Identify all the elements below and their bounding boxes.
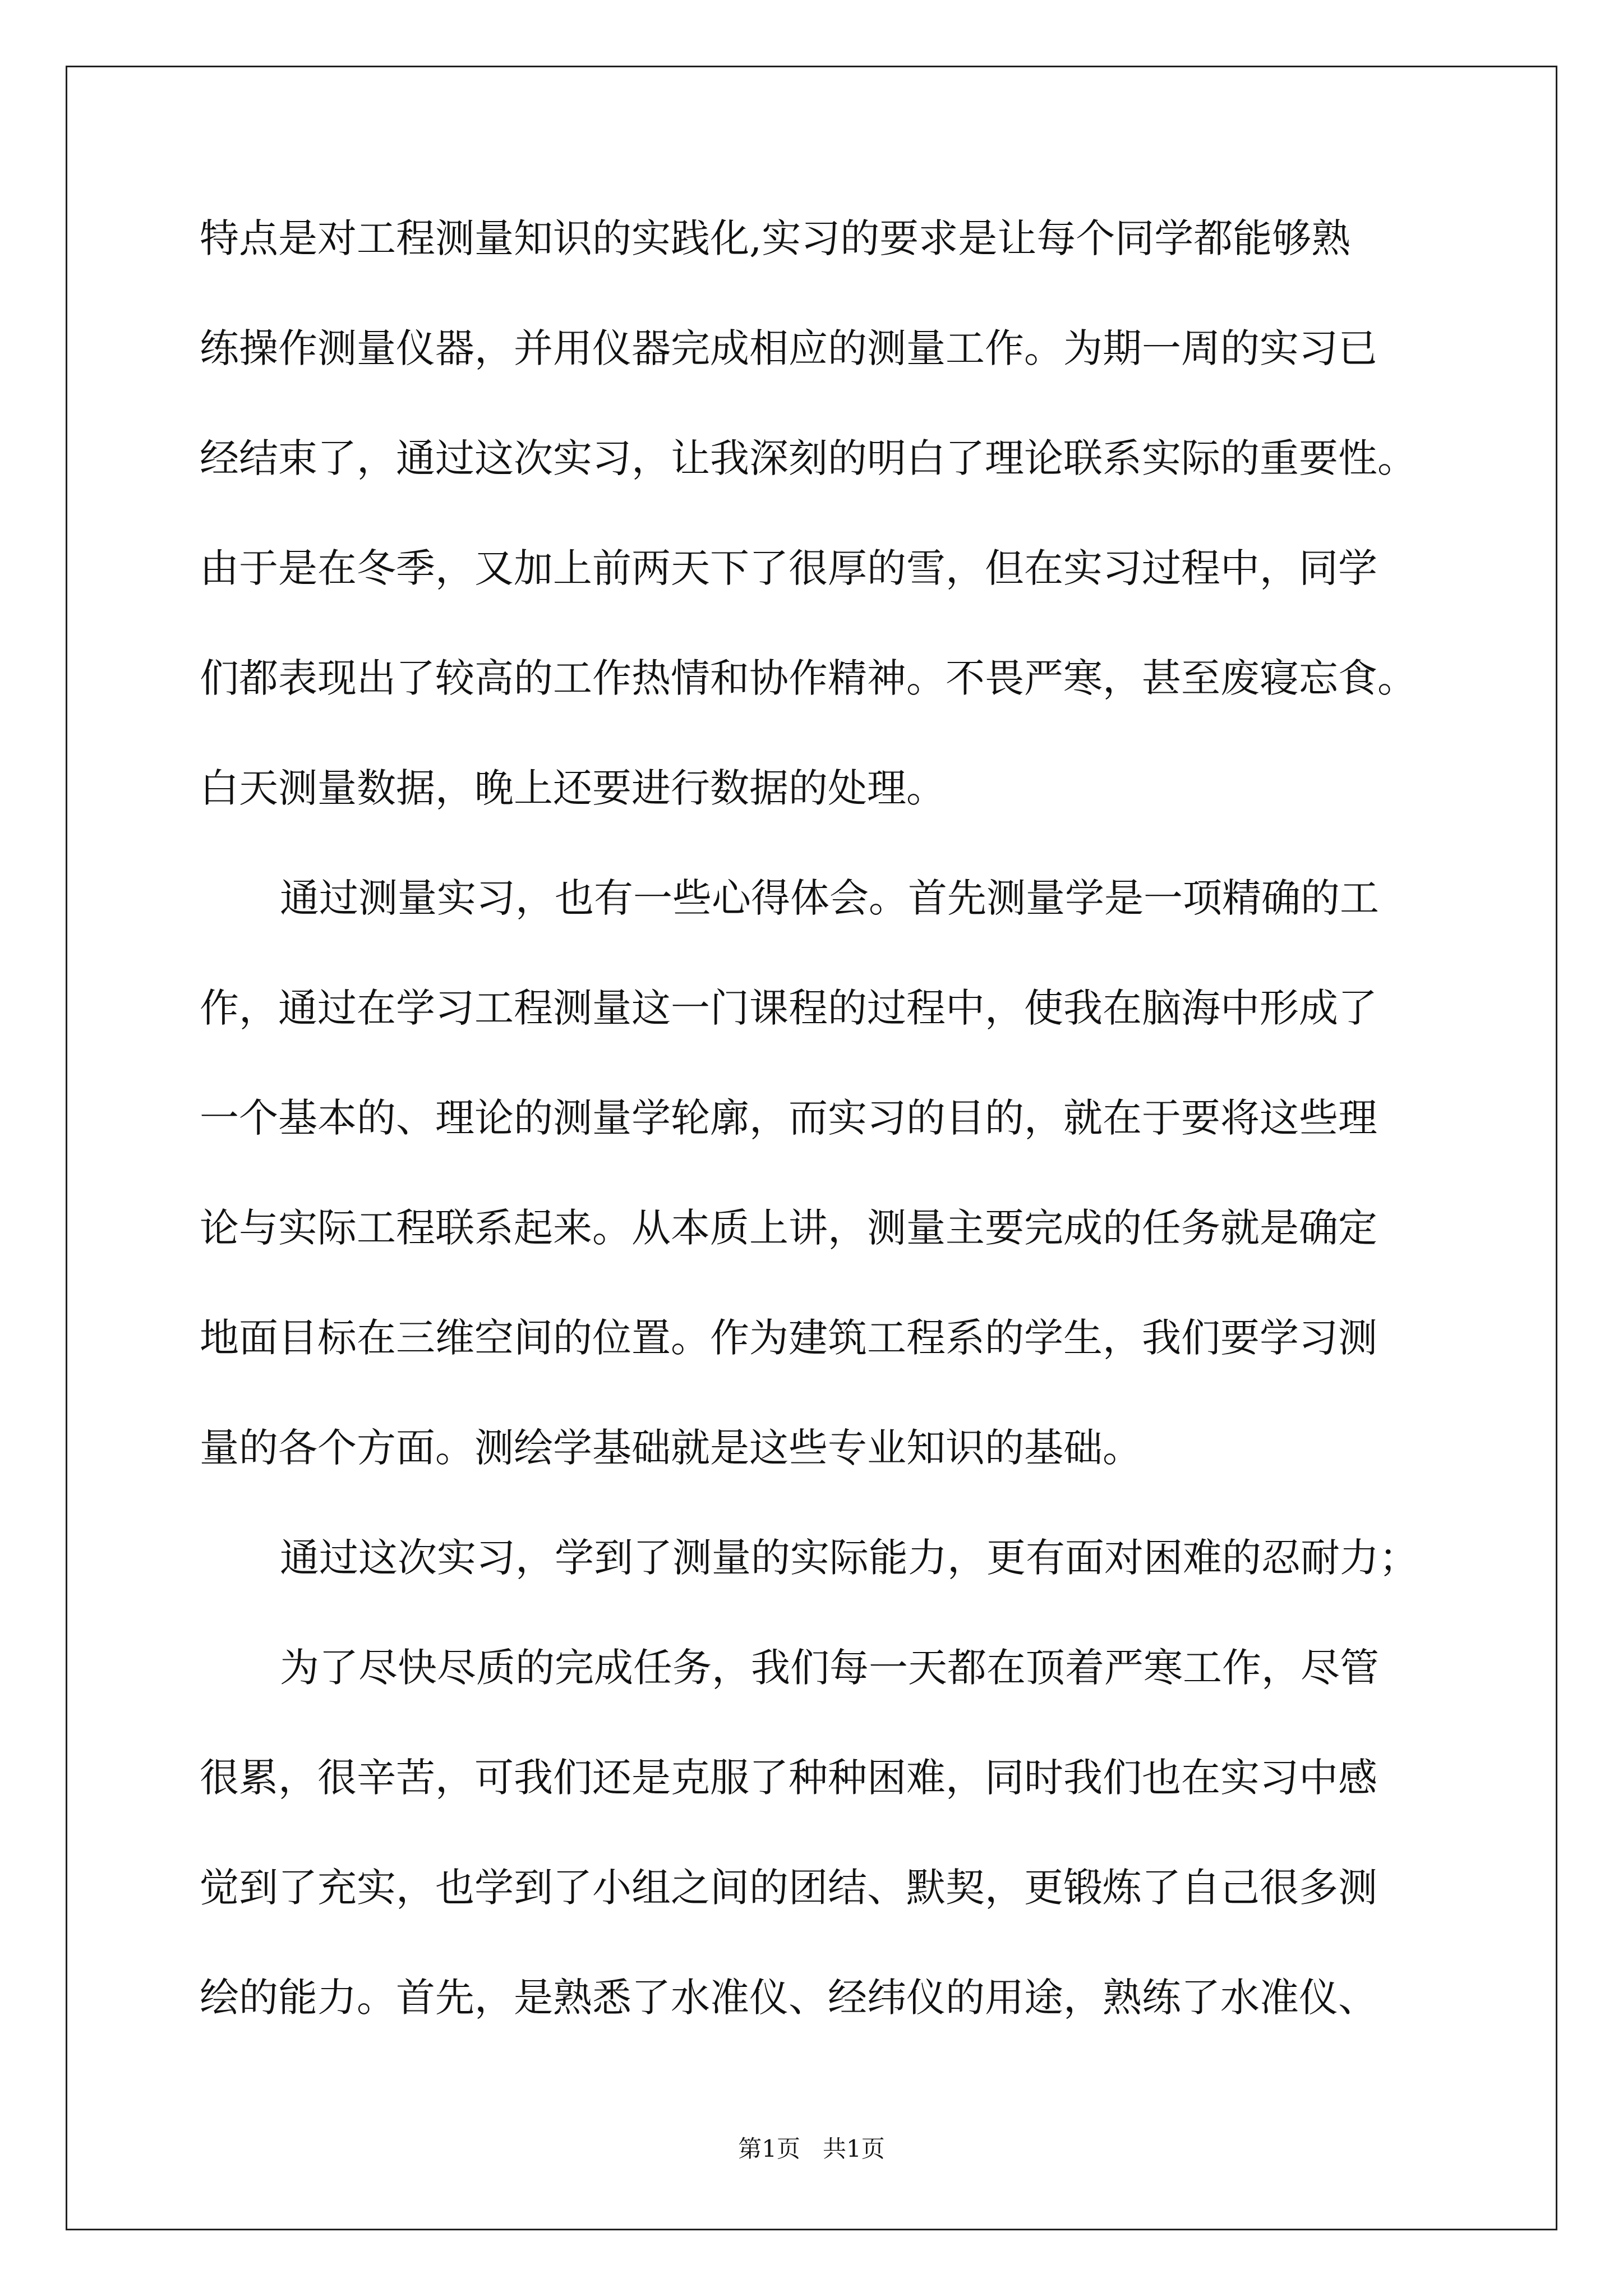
text-line: 通过这次实习，学到了测量的实际能力，更有面对困难的忍耐力； bbox=[280, 1535, 1418, 1581]
text-line: 量的各个方面。测绘学基础就是这些专业知识的基础。 bbox=[200, 1425, 1142, 1471]
text-line: 白天测量数据，晚上还要进行数据的处理。 bbox=[200, 765, 946, 811]
text-line: 作，通过在学习工程测量这一门课程的过程中，使我在脑海中形成了 bbox=[200, 985, 1377, 1031]
text-line: 经结束了，通过这次实习，让我深刻的明白了理论联系实际的重要性。 bbox=[200, 435, 1417, 481]
text-line: 很累，很辛苦，可我们还是克服了种种困难，同时我们也在实习中感 bbox=[200, 1755, 1377, 1801]
page-number-footer: 第1页 共1页 bbox=[738, 2135, 885, 2162]
document-body bbox=[200, 215, 1433, 2088]
text-line: 通过测量实习，也有一些心得体会。首先测量学是一项精确的工 bbox=[280, 875, 1379, 921]
text-line: 为了尽快尽质的完成任务，我们每一天都在顶着严寒工作，尽管 bbox=[280, 1645, 1379, 1691]
text-line: 由于是在冬季，又加上前两天下了很厚的雪，但在实习过程中，同学 bbox=[200, 545, 1377, 591]
text-line: 们都表现出了较高的工作热情和协作精神。不畏严寒，甚至废寝忘食。 bbox=[200, 655, 1417, 701]
text-line: 地面目标在三维空间的位置。作为建筑工程系的学生，我们要学习测 bbox=[200, 1315, 1377, 1361]
text-line: 一个基本的、理论的测量学轮廓，而实习的目的，就在于要将这些理 bbox=[200, 1095, 1377, 1141]
text-line: 论与实际工程联系起来。从本质上讲，测量主要完成的任务就是确定 bbox=[200, 1205, 1377, 1251]
text-line: 练操作测量仪器，并用仪器完成相应的测量工作。为期一周的实习已 bbox=[200, 325, 1377, 371]
text-line: 特点是对工程测量知识的实践化,实习的要求是让每个同学都能够熟 bbox=[200, 215, 1351, 261]
text-line: 觉到了充实，也学到了小组之间的团结、默契，更锻炼了自己很多测 bbox=[200, 1865, 1377, 1911]
text-line: 绘的能力。首先，是熟悉了水准仪、经纬仪的用途，熟练了水准仪、 bbox=[200, 1975, 1377, 2021]
